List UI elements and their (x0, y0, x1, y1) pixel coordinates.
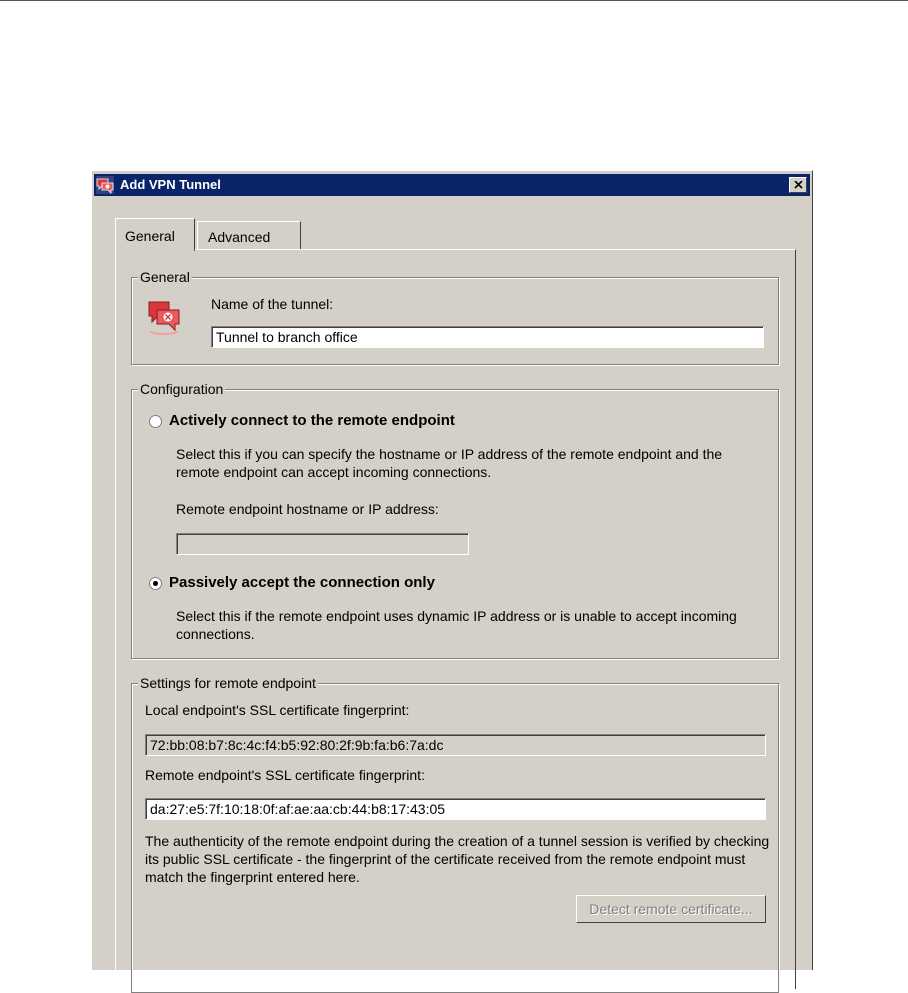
close-icon (794, 181, 803, 189)
top-border-line (0, 0, 908, 1)
authenticity-note: The authenticity of the remote endpoint during the creation of a tunnel session is verified by checking its public SSL certificate - the fingerprint of the certificate received from the remote endpoint must match the fingerprint entered here. (145, 833, 770, 885)
tab-general[interactable]: General (115, 218, 195, 251)
vpn-tunnel-large-icon (146, 298, 182, 338)
title-bar (94, 174, 810, 196)
active-connect-description: Select this if you can specify the hostname or IP address of the remote endpoint and the remote endpoint can accept incoming connections. (176, 446, 723, 480)
active-connect-radio[interactable] (149, 415, 162, 428)
local-fingerprint-label: Local endpoint's SSL certificate fingerprint: (145, 702, 410, 718)
tunnel-name-input[interactable]: Tunnel to branch office (211, 326, 764, 348)
detect-remote-certificate-button[interactable]: Detect remote certificate... (576, 895, 766, 923)
passive-accept-label[interactable]: Passively accept the connection only (169, 574, 435, 591)
remote-fingerprint-label: Remote endpoint's SSL certificate fingerprint: (145, 767, 425, 783)
configuration-group (131, 381, 779, 659)
general-group (131, 269, 779, 365)
radio-selected-dot (153, 581, 158, 586)
add-vpn-tunnel-dialog (91, 170, 813, 970)
passive-accept-description: Select this if the remote endpoint uses dynamic IP address or is unable to accept incoming connections. (176, 608, 737, 642)
passive-accept-radio[interactable] (149, 577, 162, 590)
close-button[interactable] (789, 177, 807, 193)
window-title: Add VPN Tunnel (120, 177, 221, 192)
remote-settings-group (131, 675, 779, 993)
remote-hostname-input[interactable] (176, 533, 469, 555)
remote-settings-group-legend: Settings for remote endpoint (140, 675, 316, 691)
tab-advanced[interactable]: Advanced (197, 221, 301, 249)
remote-hostname-label: Remote endpoint hostname or IP address: (176, 501, 439, 517)
remote-fingerprint-input[interactable]: da:27:e5:7f:10:18:0f:af:ae:aa:cb:44:b8:17:43:05 (145, 798, 766, 820)
general-tab-panel (115, 249, 796, 989)
general-group-legend: General (140, 269, 190, 285)
local-fingerprint-field: 72:bb:08:b7:8c:4c:f4:b5:92:80:2f:9b:fa:b6:7a:dc (145, 734, 766, 756)
configuration-group-legend: Configuration (140, 381, 224, 397)
active-connect-label[interactable]: Actively connect to the remote endpoint (169, 412, 455, 429)
tunnel-name-label: Name of the tunnel: (211, 296, 334, 312)
vpn-tunnel-icon (96, 176, 114, 194)
